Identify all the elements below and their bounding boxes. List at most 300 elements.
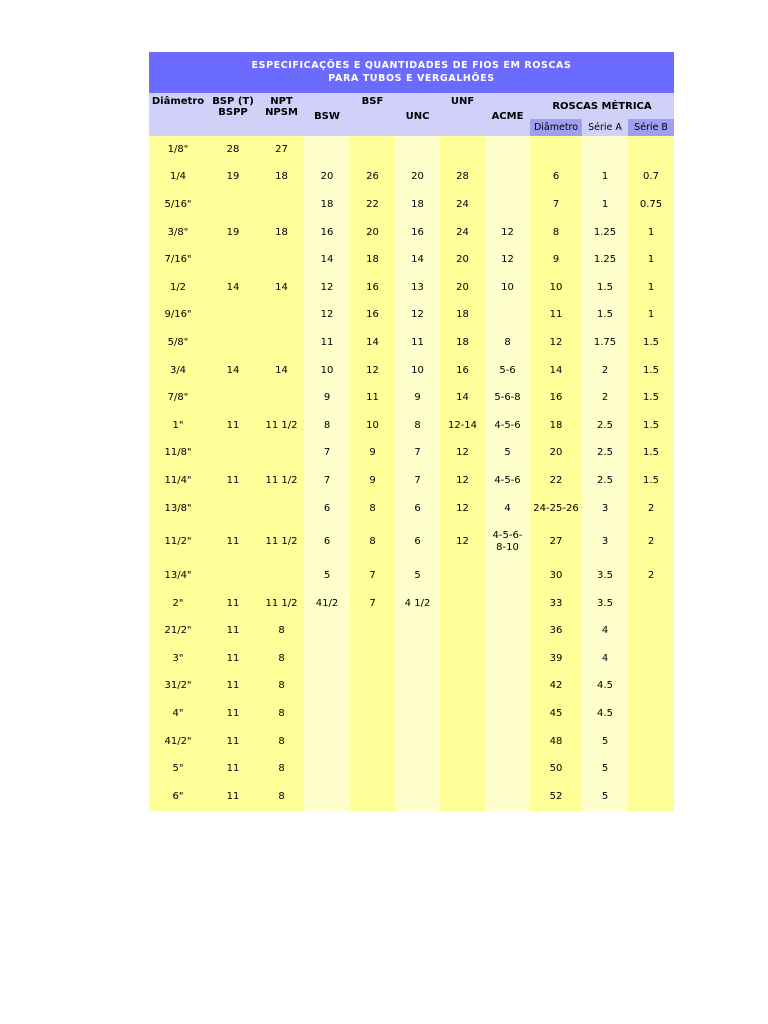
cell-value: 12 bbox=[320, 281, 334, 293]
cell-metric-diametro bbox=[530, 164, 582, 192]
cell-value: 1 bbox=[601, 171, 609, 183]
cell-value: 6 bbox=[552, 171, 560, 183]
cell-serie-a bbox=[582, 783, 628, 811]
cell-value: 4 bbox=[601, 625, 609, 637]
cell-value: 11/8" bbox=[164, 447, 192, 459]
cell-bsp bbox=[207, 755, 259, 783]
cell-diametro bbox=[149, 191, 207, 219]
cell-serie-b bbox=[628, 590, 674, 618]
cell-value: 8 bbox=[278, 625, 285, 637]
cell-npt bbox=[259, 783, 304, 811]
cell-value: 8 bbox=[278, 790, 285, 802]
cell-value: 20 bbox=[549, 447, 563, 459]
cell-serie-a bbox=[582, 191, 628, 219]
cell-diametro bbox=[149, 246, 207, 274]
cell-value: 3.5 bbox=[597, 597, 613, 609]
cell-metric-diametro bbox=[530, 412, 582, 440]
cell-value: 3/4 bbox=[169, 364, 187, 376]
cell-acme bbox=[485, 783, 530, 811]
cell-diametro bbox=[149, 219, 207, 247]
cell-value: 14 bbox=[226, 364, 240, 376]
cell-unc bbox=[395, 302, 440, 330]
cell-value: 36 bbox=[549, 625, 563, 637]
cell-acme bbox=[485, 164, 530, 192]
cell-diametro bbox=[149, 755, 207, 783]
cell-value: 7 bbox=[414, 474, 421, 486]
cell-value: 11 bbox=[320, 336, 334, 348]
cell-value: 11 bbox=[226, 680, 240, 692]
cell-diametro bbox=[149, 700, 207, 728]
col-header-bsf: BSF bbox=[350, 93, 395, 136]
cell-value: 2 bbox=[601, 392, 609, 404]
cell-serie-a bbox=[582, 219, 628, 247]
cell-value: 16 bbox=[549, 392, 563, 404]
cell-acme bbox=[485, 412, 530, 440]
cell-npt bbox=[259, 329, 304, 357]
cell-value: 2.5 bbox=[597, 474, 613, 486]
cell-value: 11 bbox=[226, 536, 240, 548]
cell-value: 19 bbox=[226, 226, 240, 238]
cell-npt bbox=[259, 164, 304, 192]
col-header-acme: ACME bbox=[485, 93, 530, 136]
cell-npt bbox=[259, 700, 304, 728]
title-line-1: ESPECIFICAÇÕES E QUANTIDADES DE FIOS EM ROSCAS bbox=[251, 60, 572, 71]
cell-bsf bbox=[350, 645, 395, 673]
cell-unf bbox=[440, 302, 485, 330]
cell-value: 12 bbox=[366, 364, 379, 376]
table-row bbox=[149, 590, 674, 618]
cell-value: 3 bbox=[601, 536, 609, 548]
table-row bbox=[149, 728, 674, 756]
cell-bsp bbox=[207, 645, 259, 673]
table-row bbox=[149, 440, 674, 468]
cell-serie-a bbox=[582, 728, 628, 756]
cell-value: 11 bbox=[226, 625, 240, 637]
cell-bsw bbox=[304, 700, 350, 728]
cell-bsw bbox=[304, 495, 350, 523]
cell-value: 18 bbox=[411, 198, 424, 210]
cell-value: 5 bbox=[601, 790, 609, 802]
cell-value: 12 bbox=[456, 502, 469, 514]
cell-value: 1.25 bbox=[593, 226, 617, 238]
cell-unf bbox=[440, 246, 485, 274]
table-body bbox=[149, 136, 674, 811]
cell-unf bbox=[440, 755, 485, 783]
cell-value: 5" bbox=[172, 763, 184, 775]
cell-bsf bbox=[350, 329, 395, 357]
cell-bsp bbox=[207, 357, 259, 385]
cell-value: 12 bbox=[456, 536, 469, 548]
cell-value: 11 bbox=[226, 652, 240, 664]
cell-value: 42 bbox=[549, 680, 563, 692]
cell-serie-a bbox=[582, 246, 628, 274]
cell-bsp bbox=[207, 783, 259, 811]
cell-npt bbox=[259, 246, 304, 274]
cell-bsp bbox=[207, 467, 259, 495]
cell-diametro bbox=[149, 673, 207, 701]
cell-diametro bbox=[149, 562, 207, 590]
cell-unc bbox=[395, 357, 440, 385]
cell-metric-diametro bbox=[530, 467, 582, 495]
cell-value: 8 bbox=[323, 419, 331, 431]
cell-bsf bbox=[350, 412, 395, 440]
cell-value: 11 bbox=[411, 336, 424, 348]
cell-metric-diametro bbox=[530, 673, 582, 701]
cell-serie-a bbox=[582, 164, 628, 192]
table-row bbox=[149, 219, 674, 247]
cell-bsf bbox=[350, 191, 395, 219]
cell-value: 3/8" bbox=[167, 226, 189, 238]
cell-value: 28 bbox=[456, 171, 469, 183]
cell-acme bbox=[485, 357, 530, 385]
cell-value: 1.5 bbox=[597, 309, 613, 321]
cell-serie-b bbox=[628, 357, 674, 385]
cell-bsf bbox=[350, 700, 395, 728]
cell-serie-b bbox=[628, 329, 674, 357]
cell-value: 5 bbox=[504, 447, 511, 459]
cell-bsw bbox=[304, 219, 350, 247]
cell-serie-b bbox=[628, 618, 674, 646]
cell-serie-b bbox=[628, 219, 674, 247]
cell-serie-a bbox=[582, 562, 628, 590]
cell-value: 1.75 bbox=[593, 336, 617, 348]
cell-bsp bbox=[207, 440, 259, 468]
cell-npt bbox=[259, 440, 304, 468]
cell-value: 0.75 bbox=[639, 198, 663, 210]
cell-bsw bbox=[304, 673, 350, 701]
table-row bbox=[149, 783, 674, 811]
cell-value: 5 bbox=[323, 570, 331, 582]
cell-serie-b bbox=[628, 136, 674, 164]
table-row bbox=[149, 618, 674, 646]
table-title bbox=[149, 52, 674, 93]
cell-value: 3" bbox=[172, 652, 184, 664]
cell-unc bbox=[395, 384, 440, 412]
cell-diametro bbox=[149, 302, 207, 330]
cell-value: 10 bbox=[411, 364, 424, 376]
cell-value: 13/8" bbox=[164, 502, 192, 514]
cell-unf bbox=[440, 440, 485, 468]
cell-serie-b bbox=[628, 246, 674, 274]
cell-bsp bbox=[207, 329, 259, 357]
cell-diametro bbox=[149, 783, 207, 811]
cell-value: 45 bbox=[549, 708, 563, 720]
cell-unf bbox=[440, 191, 485, 219]
cell-value: 24 bbox=[456, 198, 469, 210]
cell-value: 4 1/2 bbox=[404, 597, 431, 609]
cell-bsw bbox=[304, 590, 350, 618]
cell-value: 14 bbox=[411, 254, 424, 266]
cell-npt bbox=[259, 590, 304, 618]
title-line-2: PARA TUBOS E VERGALHÕES bbox=[328, 73, 495, 84]
cell-diametro bbox=[149, 440, 207, 468]
cell-unc bbox=[395, 219, 440, 247]
cell-unf bbox=[440, 728, 485, 756]
cell-value: 13/4" bbox=[164, 570, 192, 582]
cell-bsw bbox=[304, 357, 350, 385]
cell-value: 24-25-26 bbox=[533, 502, 579, 514]
cell-value: 18 bbox=[456, 336, 469, 348]
cell-value: 9 bbox=[369, 474, 376, 486]
cell-metric-diametro bbox=[530, 136, 582, 164]
cell-bsw bbox=[304, 136, 350, 164]
cell-bsf bbox=[350, 246, 395, 274]
cell-unf bbox=[440, 164, 485, 192]
cell-acme bbox=[485, 673, 530, 701]
col-header-bsw: BSW bbox=[304, 93, 350, 136]
cell-acme bbox=[485, 728, 530, 756]
cell-bsp bbox=[207, 618, 259, 646]
cell-value: 2 bbox=[647, 502, 655, 514]
cell-value: 11 1/2 bbox=[265, 536, 298, 548]
cell-value: 1.5 bbox=[643, 364, 659, 376]
table-row bbox=[149, 246, 674, 274]
cell-value: 41/2 bbox=[315, 597, 339, 609]
cell-value: 33 bbox=[549, 597, 563, 609]
cell-unc bbox=[395, 783, 440, 811]
cell-unc bbox=[395, 440, 440, 468]
cell-value: 5 bbox=[601, 763, 609, 775]
table-row bbox=[149, 412, 674, 440]
cell-value: 2.5 bbox=[597, 419, 613, 431]
cell-metric-diametro bbox=[530, 755, 582, 783]
cell-unf bbox=[440, 329, 485, 357]
cell-value: 4-5-6 bbox=[494, 474, 521, 486]
cell-value: 1 bbox=[647, 309, 655, 321]
cell-value: 2 bbox=[647, 570, 655, 582]
cell-npt bbox=[259, 618, 304, 646]
cell-serie-a bbox=[582, 618, 628, 646]
cell-bsp bbox=[207, 562, 259, 590]
cell-unc bbox=[395, 412, 440, 440]
cell-value: 7/16" bbox=[164, 254, 192, 266]
cell-value: 11/4" bbox=[164, 474, 192, 486]
table-row bbox=[149, 467, 674, 495]
cell-bsw bbox=[304, 755, 350, 783]
cell-bsp bbox=[207, 164, 259, 192]
cell-bsp bbox=[207, 412, 259, 440]
cell-value: 1.5 bbox=[597, 281, 613, 293]
col-header-npt: NPT NPSM bbox=[259, 93, 304, 136]
cell-value: 7 bbox=[369, 597, 376, 609]
table-row bbox=[149, 495, 674, 523]
cell-bsw bbox=[304, 440, 350, 468]
cell-bsf bbox=[350, 440, 395, 468]
cell-value: 16 bbox=[456, 364, 469, 376]
cell-value: 1/4 bbox=[169, 171, 187, 183]
cell-metric-diametro bbox=[530, 495, 582, 523]
cell-value: 8 bbox=[369, 502, 376, 514]
cell-serie-a bbox=[582, 136, 628, 164]
cell-value: 16 bbox=[366, 309, 379, 321]
cell-diametro bbox=[149, 522, 207, 562]
cell-bsf bbox=[350, 755, 395, 783]
cell-diametro bbox=[149, 645, 207, 673]
cell-value: 12 bbox=[501, 226, 514, 238]
cell-diametro bbox=[149, 274, 207, 302]
cell-value: 2 bbox=[601, 364, 609, 376]
cell-value: 1.25 bbox=[593, 254, 617, 266]
cell-unc bbox=[395, 191, 440, 219]
cell-value: 7 bbox=[323, 447, 331, 459]
cell-value: 5/16" bbox=[164, 198, 192, 210]
cell-diametro bbox=[149, 618, 207, 646]
cell-npt bbox=[259, 412, 304, 440]
cell-value: 30 bbox=[549, 570, 563, 582]
cell-value: 11 bbox=[226, 474, 240, 486]
cell-value: 31/2" bbox=[164, 680, 192, 692]
cell-value: 18 bbox=[366, 254, 379, 266]
cell-bsw bbox=[304, 467, 350, 495]
cell-value: 11 bbox=[226, 597, 240, 609]
cell-metric-diametro bbox=[530, 357, 582, 385]
cell-value: 7/8" bbox=[167, 392, 189, 404]
cell-bsp bbox=[207, 219, 259, 247]
cell-acme bbox=[485, 522, 530, 562]
cell-value: 14 bbox=[549, 364, 563, 376]
cell-value: 9 bbox=[552, 254, 560, 266]
cell-unf bbox=[440, 412, 485, 440]
table-row bbox=[149, 673, 674, 701]
cell-value: 3.5 bbox=[597, 570, 613, 582]
cell-serie-a bbox=[582, 700, 628, 728]
cell-value: 8 bbox=[369, 536, 376, 548]
cell-value: 20 bbox=[366, 226, 379, 238]
cell-bsf bbox=[350, 164, 395, 192]
cell-value: 11 bbox=[549, 309, 563, 321]
cell-bsw bbox=[304, 412, 350, 440]
cell-value: 18 bbox=[549, 419, 563, 431]
cell-unf bbox=[440, 495, 485, 523]
cell-acme bbox=[485, 645, 530, 673]
cell-bsf bbox=[350, 783, 395, 811]
cell-value: 5 bbox=[601, 735, 609, 747]
cell-bsf bbox=[350, 357, 395, 385]
cell-metric-diametro bbox=[530, 246, 582, 274]
cell-acme bbox=[485, 618, 530, 646]
sub-header-diametro: Diâmetro bbox=[530, 119, 582, 136]
cell-diametro bbox=[149, 384, 207, 412]
cell-serie-b bbox=[628, 673, 674, 701]
cell-unc bbox=[395, 329, 440, 357]
cell-serie-b bbox=[628, 783, 674, 811]
cell-bsw bbox=[304, 246, 350, 274]
cell-metric-diametro bbox=[530, 274, 582, 302]
cell-bsp bbox=[207, 384, 259, 412]
cell-bsw bbox=[304, 783, 350, 811]
cell-acme bbox=[485, 755, 530, 783]
cell-value: 41/2" bbox=[164, 735, 192, 747]
cell-metric-diametro bbox=[530, 384, 582, 412]
cell-serie-b bbox=[628, 755, 674, 783]
cell-metric-diametro bbox=[530, 618, 582, 646]
cell-value: 11 bbox=[226, 763, 240, 775]
cell-bsp bbox=[207, 700, 259, 728]
cell-diametro bbox=[149, 136, 207, 164]
col-header-diametro: Diâmetro bbox=[149, 93, 207, 136]
cell-value: 8 bbox=[278, 652, 285, 664]
cell-bsf bbox=[350, 673, 395, 701]
cell-bsp bbox=[207, 673, 259, 701]
cell-serie-b bbox=[628, 495, 674, 523]
cell-value: 1 bbox=[647, 281, 655, 293]
cell-acme bbox=[485, 191, 530, 219]
cell-npt bbox=[259, 274, 304, 302]
cell-npt bbox=[259, 645, 304, 673]
cell-unf bbox=[440, 562, 485, 590]
cell-bsw bbox=[304, 329, 350, 357]
cell-metric-diametro bbox=[530, 700, 582, 728]
cell-value: 8 bbox=[414, 419, 421, 431]
cell-unc bbox=[395, 467, 440, 495]
cell-bsw bbox=[304, 191, 350, 219]
cell-serie-a bbox=[582, 673, 628, 701]
cell-unf bbox=[440, 783, 485, 811]
cell-value: 18 bbox=[275, 171, 288, 183]
cell-bsw bbox=[304, 302, 350, 330]
cell-npt bbox=[259, 302, 304, 330]
cell-value: 11 1/2 bbox=[265, 474, 298, 486]
cell-value: 14 bbox=[366, 336, 379, 348]
cell-value: 7 bbox=[369, 570, 376, 582]
cell-acme bbox=[485, 136, 530, 164]
cell-value: 52 bbox=[549, 790, 563, 802]
cell-value: 18 bbox=[456, 309, 469, 321]
cell-bsf bbox=[350, 590, 395, 618]
cell-value: 22 bbox=[549, 474, 563, 486]
table-row bbox=[149, 329, 674, 357]
cell-serie-b bbox=[628, 728, 674, 756]
cell-serie-a bbox=[582, 590, 628, 618]
cell-serie-b bbox=[628, 700, 674, 728]
cell-diametro bbox=[149, 728, 207, 756]
cell-value: 4-5-6- 8-10 bbox=[492, 530, 523, 554]
cell-bsp bbox=[207, 522, 259, 562]
cell-serie-b bbox=[628, 302, 674, 330]
cell-bsw bbox=[304, 522, 350, 562]
table-row bbox=[149, 357, 674, 385]
cell-value: 1 bbox=[601, 198, 609, 210]
cell-metric-diametro bbox=[530, 440, 582, 468]
cell-value: 6 bbox=[414, 536, 421, 548]
cell-value: 14 bbox=[275, 364, 288, 376]
cell-value: 1 bbox=[647, 226, 655, 238]
cell-bsp bbox=[207, 246, 259, 274]
cell-value: 7 bbox=[323, 474, 331, 486]
cell-unf bbox=[440, 673, 485, 701]
cell-acme bbox=[485, 467, 530, 495]
cell-value: 20 bbox=[456, 254, 469, 266]
cell-value: 1.5 bbox=[643, 474, 659, 486]
cell-value: 12 bbox=[456, 474, 469, 486]
cell-value: 12-14 bbox=[447, 419, 478, 431]
cell-npt bbox=[259, 522, 304, 562]
table-row bbox=[149, 274, 674, 302]
cell-acme bbox=[485, 274, 530, 302]
cell-value: 11 bbox=[226, 735, 240, 747]
cell-unc bbox=[395, 728, 440, 756]
cell-value: 10 bbox=[366, 419, 379, 431]
cell-value: 20 bbox=[456, 281, 469, 293]
table-row bbox=[149, 191, 674, 219]
cell-unf bbox=[440, 384, 485, 412]
cell-acme bbox=[485, 219, 530, 247]
cell-serie-b bbox=[628, 384, 674, 412]
cell-unc bbox=[395, 755, 440, 783]
cell-unf bbox=[440, 700, 485, 728]
cell-serie-a bbox=[582, 440, 628, 468]
cell-value: 10 bbox=[501, 281, 514, 293]
